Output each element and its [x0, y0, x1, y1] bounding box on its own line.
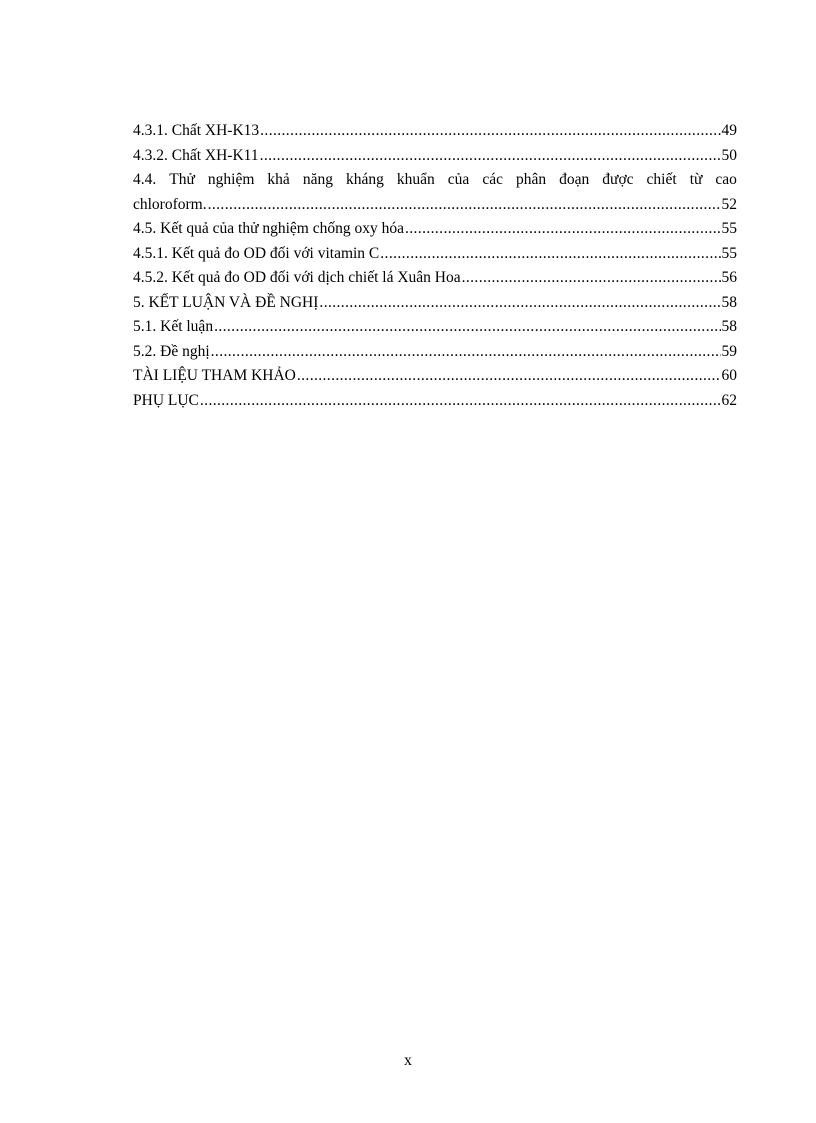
toc-word: của — [447, 171, 470, 188]
toc-word: cao — [715, 171, 737, 188]
toc-entry-title: 5.2. Đề nghị — [133, 342, 210, 360]
toc-dot-leader — [405, 217, 721, 242]
toc-entry[interactable] — [133, 217, 737, 242]
toc-word: phân — [515, 171, 547, 188]
toc-dot-leader — [211, 340, 721, 365]
toc-entry-page: 58 — [721, 293, 737, 311]
table-of-contents — [133, 119, 737, 413]
toc-entry-title: 4.5. Kết quả của thử nghiệm chống oxy hóa — [133, 220, 404, 237]
toc-entry[interactable] — [133, 389, 737, 414]
toc-entry[interactable] — [133, 242, 737, 267]
toc-entry-title: 4.3.2. Chất XH-K11 — [133, 146, 259, 164]
toc-entry-page: 55 — [721, 220, 737, 237]
toc-entry-title: chloroform. — [133, 195, 207, 213]
toc-dot-leader — [260, 119, 720, 144]
toc-dot-leader — [260, 144, 721, 169]
toc-entry-page: 60 — [721, 367, 737, 384]
toc-entry-title: 5.1. Kết luận — [133, 318, 214, 335]
toc-dot-leader — [319, 291, 720, 316]
toc-dot-leader — [462, 266, 721, 291]
toc-entry[interactable] — [133, 340, 737, 365]
toc-word: năng — [302, 171, 333, 188]
toc-entry-title-line1 — [133, 168, 737, 193]
toc-entry-title: 4.3.1. Chất XH-K13 — [133, 122, 260, 139]
toc-dot-leader — [380, 242, 720, 267]
toc-entry-title: TÀI LIỆU THAM KHẢO — [133, 367, 296, 384]
toc-dot-leader — [200, 389, 721, 414]
toc-word: nghiệm — [207, 171, 255, 188]
toc-entry-page: 58 — [721, 318, 737, 335]
toc-entry-title: 5. KẾT LUẬN VÀ ĐỀ NGHỊ — [133, 293, 319, 311]
toc-word: khả — [267, 171, 290, 188]
toc-entry[interactable] — [133, 266, 737, 291]
toc-dot-leader — [208, 193, 721, 218]
page-number: x — [404, 1052, 412, 1069]
toc-entry[interactable] — [133, 291, 737, 316]
toc-word: từ — [689, 171, 703, 188]
toc-word: Thử — [169, 171, 195, 188]
toc-word: chiết — [646, 171, 677, 188]
toc-entry-page: 49 — [721, 122, 737, 139]
toc-word: khuẩn — [396, 171, 435, 188]
toc-entry[interactable] — [133, 364, 737, 389]
toc-entry-page: 55 — [721, 244, 737, 262]
toc-dot-leader — [297, 364, 721, 389]
toc-word: được — [602, 171, 634, 188]
toc-entry[interactable] — [133, 119, 737, 144]
toc-entry-title: 4.5.1. Kết quả đo OD đối với vitamin C — [133, 244, 380, 262]
toc-word: đoạn — [559, 171, 590, 188]
toc-entry[interactable] — [133, 315, 737, 340]
toc-entry-page: 62 — [721, 391, 737, 409]
toc-entry[interactable] — [133, 144, 737, 169]
toc-entry-title-line2 — [133, 193, 737, 218]
toc-entry-title: PHỤ LỤC — [133, 391, 199, 409]
toc-entry-title: 4.5.2. Kết quả đo OD đối với dịch chiết lá Xuân Hoa — [133, 269, 461, 286]
toc-entry-page: 56 — [721, 269, 737, 286]
toc-entry-page: 52 — [721, 195, 737, 213]
toc-word: 4.4. — [133, 171, 157, 188]
toc-entry-page: 50 — [721, 146, 737, 164]
toc-dot-leader — [214, 315, 720, 340]
toc-entry-wrapped[interactable] — [133, 168, 737, 217]
toc-entry-page: 59 — [721, 342, 737, 360]
toc-word: các — [482, 171, 503, 188]
toc-word: kháng — [345, 171, 384, 188]
